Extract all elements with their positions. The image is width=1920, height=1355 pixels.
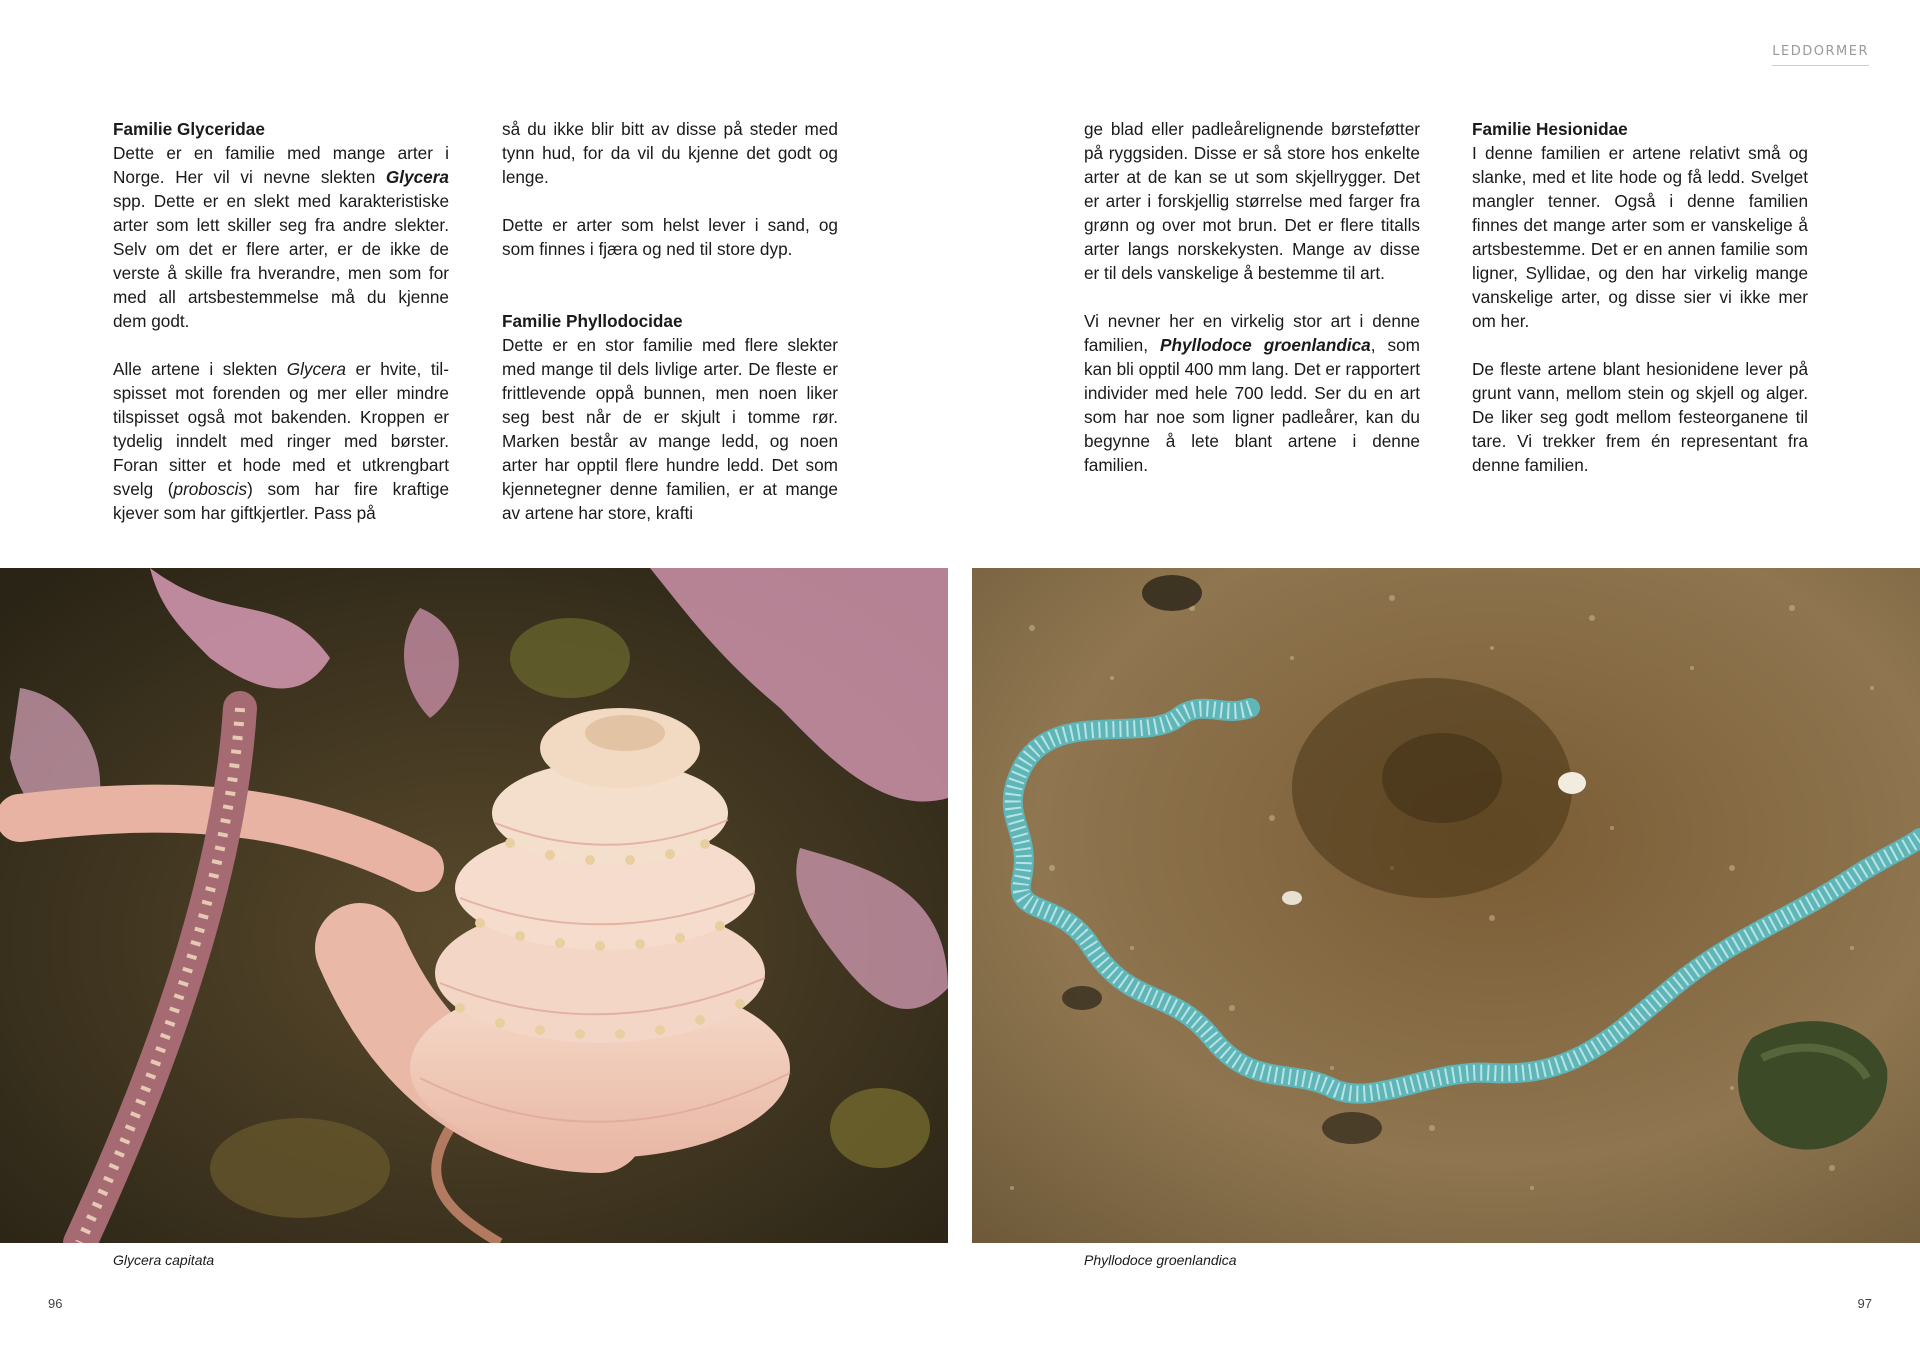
text-run: ) som har fire kraftige kjever som har giftkjertler. Pass på: [113, 479, 450, 523]
caption-left: Glycera capitata: [113, 1252, 215, 1268]
heading-glyceridae: Familie Glyceridae: [113, 119, 265, 139]
photo-phyllodoce-illustration: [972, 568, 1920, 1243]
text-run: , som kan bli opptil 400 mm lang. Det er rapportert individer med hele 700 ledd. Ser du en art som har noe som ligner padleårer, kan du begynne å lete blant artene i denne familien.: [1084, 335, 1420, 475]
text-run: er hvite, tilspisset mot forenden og mer eller mindre tilspisset også mot bakenden. Kroppen er tydelig inndelt med ringer med børster. Foran sitter et hode med et utkrengbart svelg (: [113, 359, 449, 499]
heading-phyllodocidae: Familie Phyllodocidae: [502, 311, 683, 331]
text-column-4: [1472, 117, 1808, 477]
term-proboscis: proboscis: [173, 479, 248, 499]
text-column-2: [502, 117, 838, 525]
paragraph-phyllodoce-groenlandica: [1084, 309, 1420, 477]
paragraph-bite-warning: så du ikke blir bitt av disse på steder med tynn hud, for da vil du kjenne det godt og lenge.: [502, 119, 838, 187]
photo-glycera-capitata: [0, 568, 948, 1243]
paragraph-phyllodocidae-continued: ge blad eller padleårelignende børsteføtter på ryggsiden. Disse er så store hos enkelte arter at de kan se ut som skjellrygger. Det er arter i forskjellig størrelse med farger fra grønn og over mot brun. Det er flere titalls arter langs norskekysten. Mange av disse er til dels vanskelige å bestemme til art.: [1084, 119, 1420, 283]
text-column-3: [1084, 117, 1420, 477]
paragraph-glyceridae-intro: [113, 141, 449, 333]
photo-phyllodoce-groenlandica: [972, 568, 1920, 1243]
text-run: Vi nevner her en virkelig stor art i denne familien,: [1084, 311, 1420, 355]
text-column-1: [113, 117, 449, 525]
text-run: Dette er en familie med mange arter i Norge. Her vil vi nevne slekten: [113, 143, 449, 187]
paragraph-phyllodocidae: Dette er en stor familie med flere slekter med mange til dels livlige arter. De fleste er frittlevende oppå bunnen, men noen liker seg best når de er skjult i tomme rør. Marken består av mange ledd, og noen arter har opptil flere hundre ledd. Det som kjennetegner denne familien, er at mange av artene har store, krafti: [502, 335, 838, 523]
heading-hesionidae: Familie Hesionidae: [1472, 119, 1628, 139]
paragraph-habitat: Dette er arter som helst lever i sand, og som finnes i fjæra og ned til store dyp.: [502, 215, 838, 259]
genus-name: Glycera: [385, 167, 449, 187]
running-header: LEDDORMER: [1772, 44, 1869, 66]
photo-glycera-illustration: [0, 568, 948, 1243]
genus-name: Glycera: [286, 359, 346, 379]
text-run: spp. Dette er en slekt med karakteristiske arter som lett skiller seg fra andre slekter. Selv om det er flere arter, er de ikke de verste å skille fra hverandre, men som for med all artsbestemmelse må du kjenne dem godt.: [113, 191, 449, 331]
species-name: Phyllodoce groenlandica: [1160, 335, 1371, 355]
paragraph-hesionidae-intro: I denne familien er artene relativt små og slanke, med et lite hode og få ledd. Svelget mangler tenner. Også i denne familien finnes det mange arter som er vanskelige å artsbestemme. Det er en annen familie som ligner, Syllidae, og den har virkelig mange vanskelige arter, og disse sier vi ikke mer om her.: [1472, 143, 1808, 331]
text-run: Alle artene i slekten: [113, 359, 287, 379]
page-number-left: 96: [48, 1296, 63, 1311]
page-number-right: 97: [1857, 1296, 1872, 1311]
paragraph-hesionidae-habitat: De fleste artene blant hesionidene lever på grunt vann, mellom stein og skjell og alger. De liker seg godt mellom festeorganene til tare. Vi trekker frem én representant fra denne familien.: [1472, 359, 1808, 475]
caption-right: Phyllodoce groenlandica: [1084, 1252, 1237, 1268]
paragraph-glycera-description: [113, 357, 449, 525]
